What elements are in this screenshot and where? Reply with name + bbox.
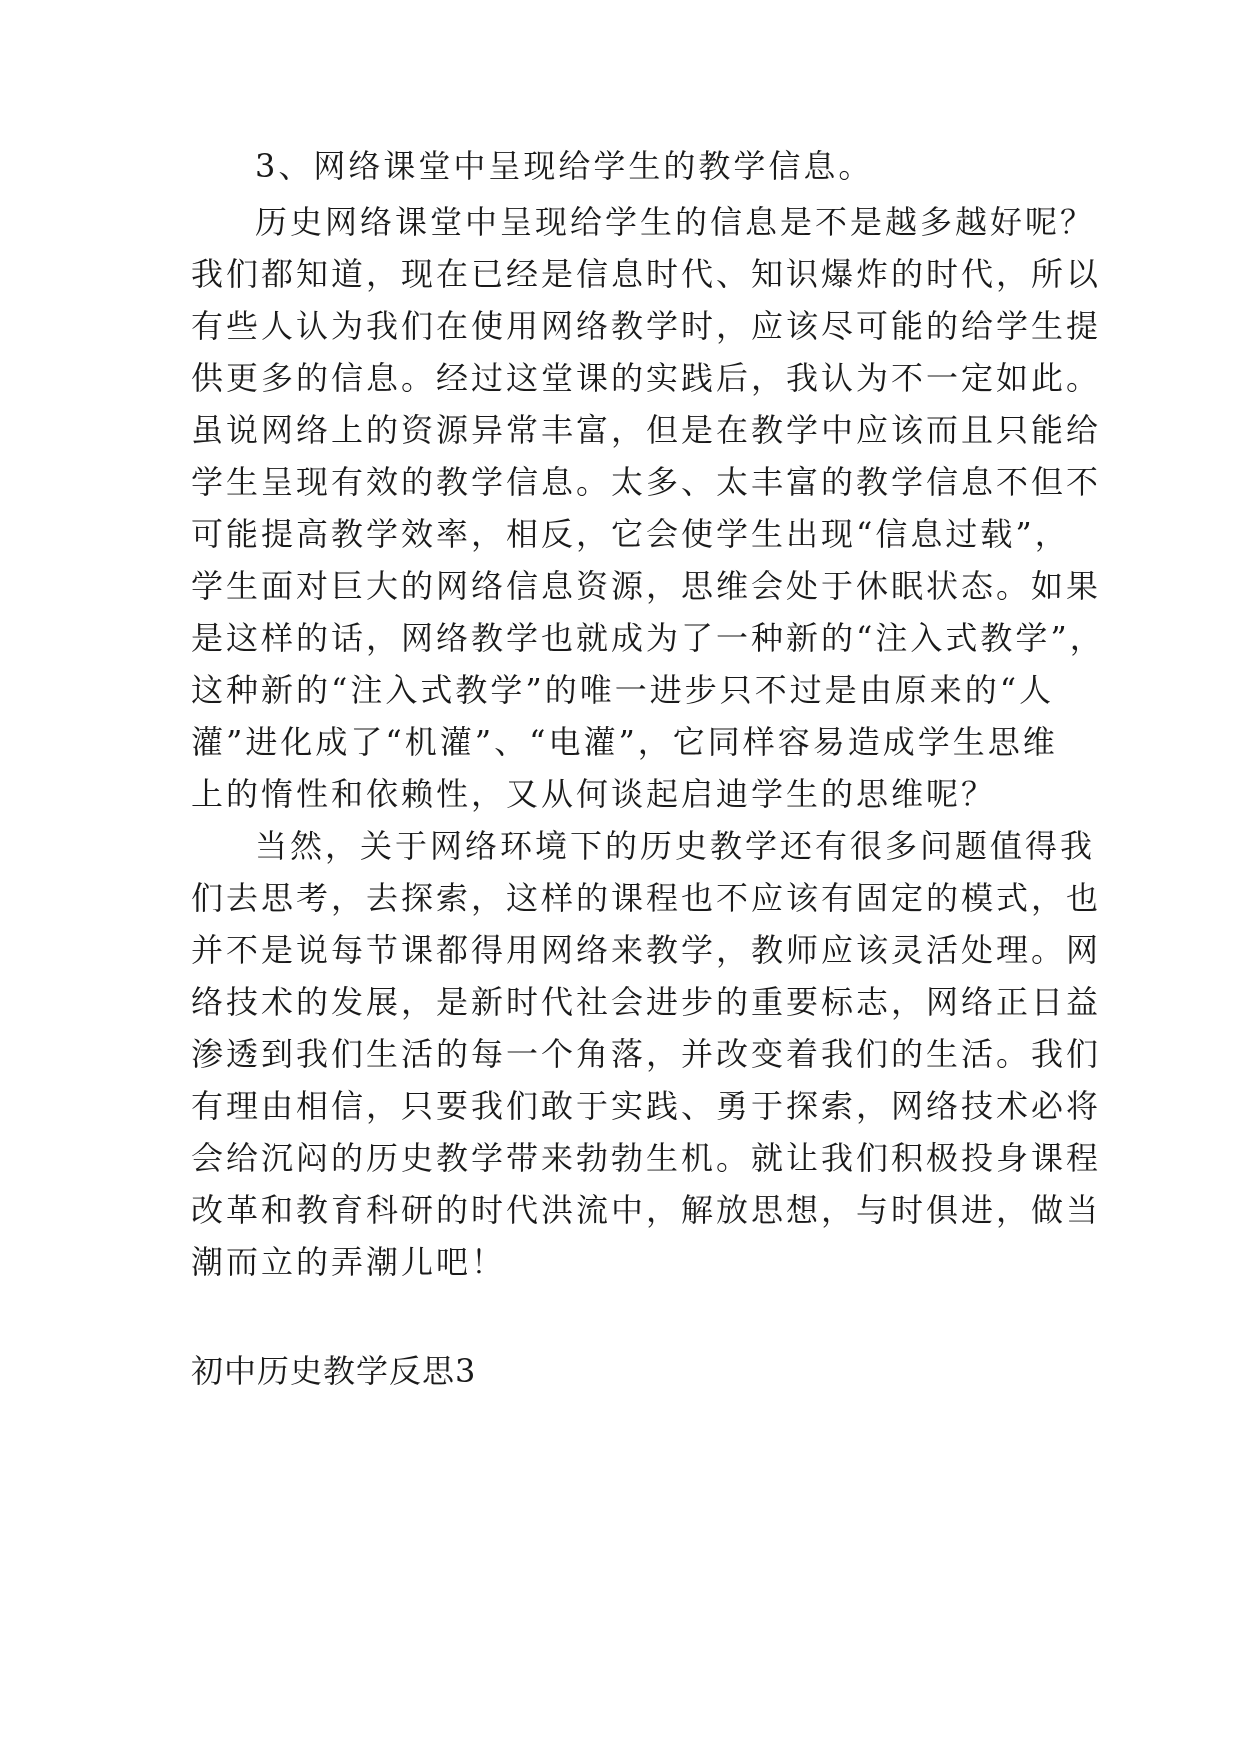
paragraph-line: 这种新的“注入式教学”的唯一进步只不过是由原来的“人 [191, 671, 1055, 709]
paragraph-line: 可能提高教学效率，相反，它会使学生出现“信息过载”， [191, 515, 1070, 553]
paragraph-line: 会给沉闷的历史教学带来勃勃生机。就让我们积极投身课程 [191, 1139, 1102, 1177]
paragraph-line: 们去思考，去探索，这样的课程也不应该有固定的模式，也 [191, 879, 1102, 917]
subheading-line: 3、网络课堂中呈现给学生的教学信息。 [255, 147, 874, 185]
paragraph-line: 学生面对巨大的网络信息资源，思维会处于休眠状态。如果 [191, 567, 1102, 605]
paragraph-line: 改革和教育科研的时代洪流中，解放思想，与时俱进，做当 [191, 1191, 1102, 1229]
paragraph-line: 是这样的话，网络教学也就成为了一种新的“注入式教学”， [191, 619, 1105, 657]
paragraph-line: 历史网络课堂中呈现给学生的信息是不是越多越好呢？ [255, 203, 1096, 241]
paragraph-line: 上的惰性和依赖性，又从何谈起启迪学生的思维呢？ [191, 775, 997, 813]
section-heading: 初中历史教学反思3 [191, 1352, 477, 1390]
paragraph-line: 我们都知道，现在已经是信息时代、知识爆炸的时代，所以 [191, 255, 1102, 293]
paragraph-line: 有些人认为我们在使用网络教学时，应该尽可能的给学生提 [191, 307, 1102, 345]
paragraph-line: 当然，关于网络环境下的历史教学还有很多问题值得我 [255, 827, 1096, 865]
paragraph-line: 灌”进化成了“机灌”、“电灌”，它同样容易造成学生思维 [191, 723, 1058, 761]
paragraph-line: 有理由相信，只要我们敢于实践、勇于探索，网络技术必将 [191, 1087, 1102, 1125]
paragraph-line: 并不是说每节课都得用网络来教学，教师应该灵活处理。网 [191, 931, 1102, 969]
paragraph-line: 虽说网络上的资源异常丰富，但是在教学中应该而且只能给 [191, 411, 1102, 449]
paragraph-line: 络技术的发展，是新时代社会进步的重要标志，网络正日益 [191, 983, 1102, 1021]
paragraph-line: 渗透到我们生活的每一个角落，并改变着我们的生活。我们 [191, 1035, 1102, 1073]
paragraph-line: 潮而立的弄潮儿吧！ [191, 1243, 507, 1281]
paragraph-line: 供更多的信息。经过这堂课的实践后，我认为不一定如此。 [191, 359, 1102, 397]
paragraph-line: 学生呈现有效的教学信息。太多、太丰富的教学信息不但不 [191, 463, 1102, 501]
